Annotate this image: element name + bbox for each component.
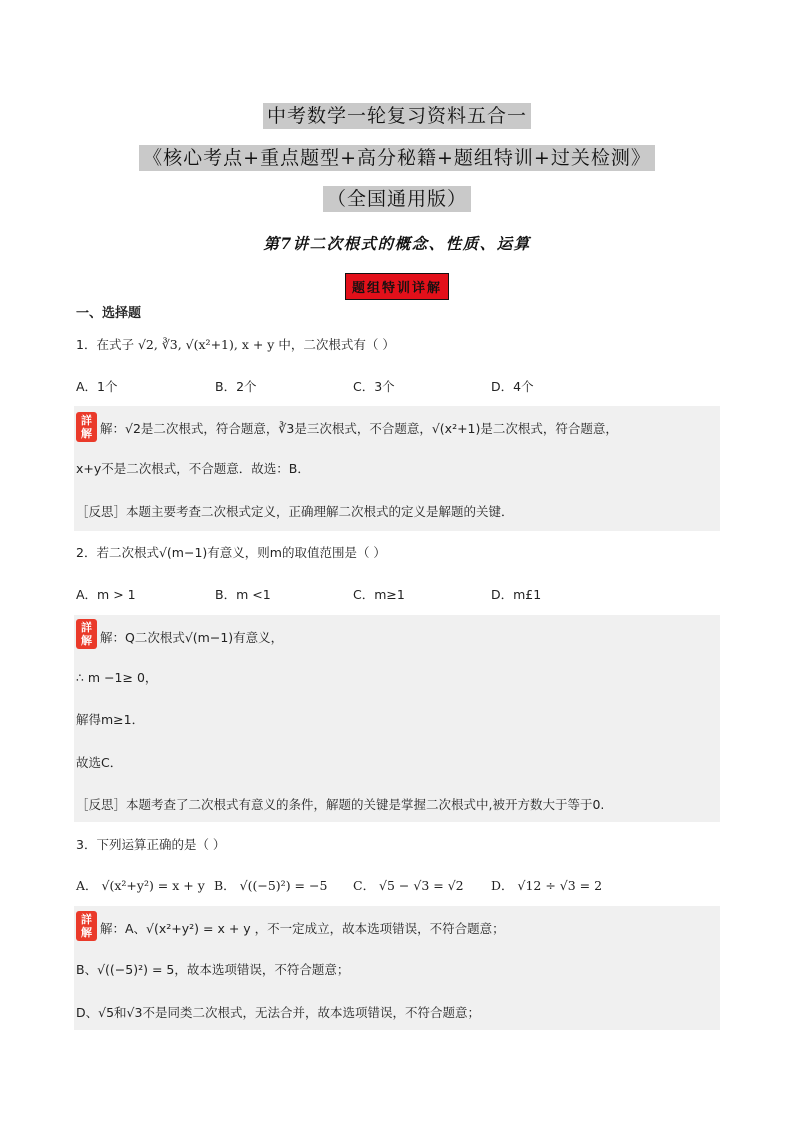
q2-sol-line-3: 解得m≥1． (76, 712, 145, 727)
doc-title-wrap (0, 103, 794, 129)
q1-suffix: 中，二次根式有（ ） (278, 337, 395, 352)
q2-option-a: A．m > 1 (76, 587, 136, 602)
tag-wrap (0, 273, 794, 300)
solution-seal-icon: 詳解 (76, 911, 97, 941)
q2-sol-line-2: ∴ m −1≥ 0， (76, 670, 158, 685)
doc-edition-wrap (0, 186, 794, 212)
q2-option-b: B．m <1 (215, 587, 271, 602)
doc-title: 中考数学一轮复习资料五合一 (263, 103, 531, 129)
q1-option-c: C．3个 (353, 379, 395, 394)
doc-edition: （全国通用版） (323, 186, 471, 212)
q1-sol-line-1: 解：√2是二次根式，符合题意，∛3是三次根式，不合题意，√(x²+1)是二次根式，符合题意， (100, 421, 618, 436)
q3-sol-line-1: 解：A、√(x²+y²) = x + y ，不一定成立，故本选项错误，不符合题意； (100, 921, 505, 936)
doc-subtitle: 《核心考点+重点题型+高分秘籍+题组特训+过关检测》 (139, 145, 655, 171)
q1-stem (76, 336, 395, 354)
section-title: 一、选择题 (76, 306, 142, 321)
q1-sol-line-2: x+y不是二次根式，不合题意．故选：B． (76, 461, 310, 476)
q1-option-b: B．2个 (215, 379, 257, 394)
solution-seal-icon: 詳解 (76, 619, 97, 649)
q1-expr: √2, ∛3, √(x²+1), x + y (137, 337, 275, 352)
q3-option-b: B． √((−5)²) = −5 (214, 878, 328, 893)
q2-sol-line-1: 解：Q二次根式√(m−1)有意义， (100, 630, 284, 645)
chapter-title-wrap (0, 232, 794, 254)
q2-option-d: D．m£1 (491, 587, 542, 602)
section-tag: 题组特训详解 (345, 273, 449, 300)
chapter-title: 第7讲二次根式的概念、性质、运算 (263, 234, 531, 253)
q2-option-c: C．m≥1 (353, 587, 405, 602)
q3-option-c: C． √5 − √3 = √2 (353, 878, 464, 893)
q3-sol-line-2: B、√((−5)²) = 5，故本选项错误，不符合题意； (76, 962, 350, 977)
doc-subtitle-wrap (0, 145, 794, 171)
q3-stem: 3．下列运算正确的是（ ） (76, 837, 226, 852)
q2-sol-line-4: 故选C． (76, 755, 123, 770)
solution-seal-icon: 詳解 (76, 412, 97, 442)
q3-sol-line-3: D、√5和√3不是同类二次根式，无法合并，故本选项错误，不符合题意； (76, 1005, 480, 1020)
q1-prefix: 1．在式子 (76, 337, 134, 352)
q1-option-d: D．4个 (491, 379, 534, 394)
q3-option-d: D． √12 ÷ √3 = 2 (491, 878, 603, 893)
q1-option-a: A．1个 (76, 379, 118, 394)
q2-solution-panel (74, 615, 720, 822)
q1-sol-line-3: ［反思］本题主要考查二次根式定义，正确理解二次根式的定义是解题的关键． (76, 504, 514, 519)
q1-solution-panel (74, 406, 720, 531)
q2-sol-line-5: ［反思］本题考查了二次根式有意义的条件，解题的关键是掌握二次根式中,被开方数大于等于0. (76, 797, 605, 812)
q3-option-a: A． √(x²+y²) = x + y (76, 878, 205, 893)
q2-stem: 2．若二次根式√(m−1)有意义，则m的取值范围是（ ） (76, 545, 386, 560)
q3-solution-panel (74, 906, 720, 1030)
